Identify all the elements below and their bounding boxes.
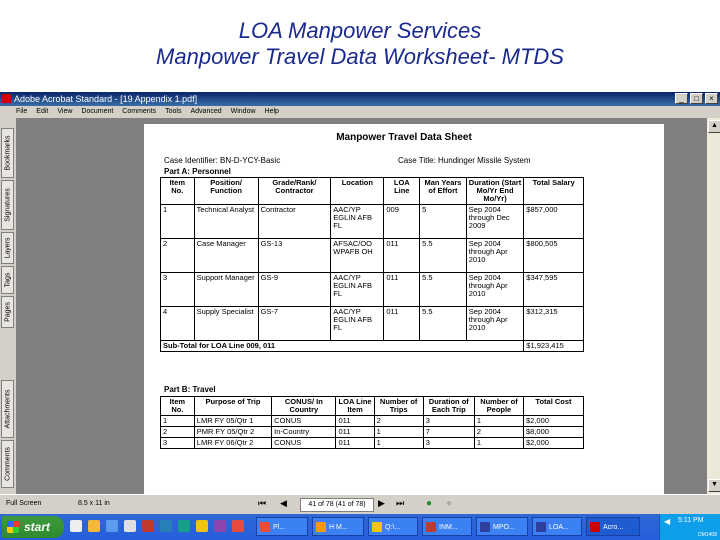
cell: LMR FY 06/Qtr 2 <box>194 438 271 449</box>
cell: LMR FY 05/Qtr 1 <box>194 416 271 427</box>
cell: 2 <box>161 427 195 438</box>
cell: $347,595 <box>524 273 584 307</box>
scroll-down-arrow-icon[interactable]: ▼ <box>708 479 720 492</box>
table-header-row <box>161 397 584 416</box>
cell: 011 <box>336 438 374 449</box>
column-header: LOA Line <box>384 178 420 205</box>
cell: In-Country <box>272 427 336 438</box>
document-area[interactable] <box>17 118 706 494</box>
cell: $800,505 <box>524 239 584 273</box>
start-button[interactable] <box>2 516 64 538</box>
cell: Support Manager <box>194 273 258 307</box>
case-identifier: Case Identifier: BN-D-YCY-Basic <box>164 156 281 165</box>
cell: AAC/YP EGLIN AFB FL <box>331 205 384 239</box>
taskbar-item[interactable]: Q:\... <box>368 517 418 536</box>
case-title: Case Title: Hundinger Missile System <box>398 156 531 165</box>
column-header: Grade/Rank/ Contractor <box>258 178 331 205</box>
menu-window[interactable]: Window <box>230 108 256 115</box>
quicklaunch-icon[interactable] <box>88 520 100 532</box>
tab-attachments[interactable]: Attachments <box>1 380 14 438</box>
cell: 4 <box>161 307 195 341</box>
cell: GS-9 <box>258 273 331 307</box>
system-tray <box>659 514 720 540</box>
cell: 009 <box>384 205 420 239</box>
tray-icon[interactable]: ◀ <box>664 517 671 526</box>
tab-comments[interactable]: Comments <box>1 440 14 488</box>
status-bar <box>0 494 720 515</box>
column-header: Location <box>331 178 384 205</box>
taskbar-item[interactable]: INM... <box>422 517 472 536</box>
task-icon <box>260 522 270 532</box>
column-header: Item No. <box>161 397 195 416</box>
cell: 2 <box>374 416 423 427</box>
cell: 7 <box>423 427 474 438</box>
window-title: Adobe Acrobat Standard - [19 Appendix 1.pdf] <box>14 94 198 104</box>
column-header: Total Salary <box>524 178 584 205</box>
cell: 5.5 <box>420 273 467 307</box>
table-row <box>161 427 584 438</box>
cell: $8,000 <box>523 427 583 438</box>
cell: GS-7 <box>258 307 331 341</box>
corner-label: DM1408 <box>698 532 717 538</box>
quicklaunch-icon[interactable] <box>214 520 226 532</box>
table-row <box>161 416 584 427</box>
column-header: Position/ Function <box>194 178 258 205</box>
pdf-page <box>144 124 664 494</box>
cell: AAC/YP EGLIN AFB FL <box>331 273 384 307</box>
cell: 011 <box>384 307 420 341</box>
cell: 011 <box>336 427 374 438</box>
cell: 3 <box>161 273 195 307</box>
column-header: Number of Trips <box>374 397 423 416</box>
cell: 3 <box>423 438 474 449</box>
clock: 5:11 PM <box>678 517 704 524</box>
acrobat-icon <box>590 522 600 532</box>
minimize-button[interactable]: _ <box>675 93 688 104</box>
taskbar-item[interactable]: LOA... <box>532 517 582 536</box>
cell: 1 <box>474 416 523 427</box>
column-header: Duration of Each Trip <box>423 397 474 416</box>
windows-taskbar <box>0 514 720 540</box>
maximize-button[interactable]: □ <box>690 93 703 104</box>
column-header: CONUS/ In Country <box>272 397 336 416</box>
cell: 5.5 <box>420 307 467 341</box>
quicklaunch-icon[interactable] <box>160 520 172 532</box>
word-icon <box>536 522 546 532</box>
part-b-heading: Part B: Travel <box>164 385 216 394</box>
quicklaunch-icon[interactable] <box>70 520 82 532</box>
tab-signatures[interactable]: Signatures <box>1 180 14 230</box>
cell: 1 <box>374 427 423 438</box>
cell: 2 <box>161 239 195 273</box>
cell: CONUS <box>272 416 336 427</box>
cell: Sep 2004 through Apr 2010 <box>466 273 523 307</box>
cell: CONUS <box>272 438 336 449</box>
slide-title <box>0 0 720 92</box>
last-page-icon[interactable]: ⏭ <box>396 498 405 508</box>
personnel-table <box>160 177 584 352</box>
table-row <box>161 438 584 449</box>
sheet-title: Manpower Travel Data Sheet <box>336 132 472 143</box>
cell: AAC/YP EGLIN AFB FL <box>331 307 384 341</box>
tab-tags[interactable]: Tags <box>1 266 14 294</box>
navigation-pane-tabs <box>0 118 17 494</box>
quicklaunch-icon[interactable] <box>106 520 118 532</box>
cell: 1 <box>474 438 523 449</box>
quicklaunch-icon[interactable] <box>178 520 190 532</box>
tab-layers[interactable]: Layers <box>1 232 14 264</box>
cell: 011 <box>384 239 420 273</box>
window-titlebar[interactable] <box>0 92 720 106</box>
folder-icon <box>372 522 382 532</box>
cell: 2 <box>474 427 523 438</box>
table-row <box>161 273 584 307</box>
column-header: Man Years of Effort <box>420 178 467 205</box>
subtotal-row <box>161 341 584 352</box>
task-icon <box>426 522 436 532</box>
column-header: Total Cost <box>523 397 583 416</box>
menu-view[interactable]: View <box>57 108 73 115</box>
taskbar-item[interactable]: Pl... <box>256 517 308 536</box>
slide-title-line1: LOA Manpower Services <box>238 18 482 43</box>
column-header: Item No. <box>161 178 195 205</box>
cell: 1 <box>374 438 423 449</box>
quicklaunch-icon[interactable] <box>142 520 154 532</box>
cell: 011 <box>384 273 420 307</box>
scroll-up-arrow-icon[interactable]: ▲ <box>708 120 720 133</box>
next-page-icon[interactable]: ▶ <box>378 498 385 508</box>
task-icon <box>316 522 326 532</box>
tab-bookmarks[interactable]: Bookmarks <box>1 128 14 178</box>
cell: AFSAC/OO WPAFB OH <box>331 239 384 273</box>
cell: $857,000 <box>524 205 584 239</box>
acrobat-window <box>0 92 720 540</box>
column-header: LOA Line Item <box>336 397 374 416</box>
subtotal-label: Sub-Total for LOA Line 009, 011 <box>161 341 524 352</box>
start-label: start <box>24 520 51 534</box>
cell: Sep 2004 through Apr 2010 <box>466 239 523 273</box>
table-row <box>161 205 584 239</box>
cell: 5.5 <box>420 239 467 273</box>
menu-file[interactable]: File <box>16 108 28 115</box>
prev-page-icon[interactable]: ◀ <box>280 498 287 508</box>
travel-table <box>160 396 584 449</box>
subtotal-value: $1,923,415 <box>524 341 584 352</box>
cell: $2,000 <box>523 416 583 427</box>
quicklaunch-icon[interactable] <box>124 520 136 532</box>
menu-document[interactable]: Document <box>81 108 114 115</box>
menu-bar <box>0 106 720 117</box>
menu-help[interactable]: Help <box>264 108 279 115</box>
go-forward-icon[interactable]: ● <box>446 498 453 509</box>
taskbar-item-active[interactable]: Acro... <box>586 517 640 536</box>
close-button[interactable]: × <box>705 93 718 104</box>
full-screen-button[interactable]: Full Screen <box>6 500 42 507</box>
cell: GS-13 <box>258 239 331 273</box>
menu-comments[interactable]: Comments <box>122 108 157 115</box>
quicklaunch-icon[interactable] <box>196 520 208 532</box>
taskbar-item[interactable]: MPO... <box>476 517 528 536</box>
column-header: Purpose of Trip <box>194 397 271 416</box>
quicklaunch-icon[interactable] <box>232 520 244 532</box>
acrobat-icon <box>2 94 11 103</box>
table-row <box>161 307 584 341</box>
vertical-scrollbar[interactable] <box>706 118 720 494</box>
cell: 5 <box>420 205 467 239</box>
cell: Sep 2004 through Dec 2009 <box>466 205 523 239</box>
menu-tools[interactable]: Tools <box>165 108 182 115</box>
page-size-label: 8.5 x 11 in <box>78 500 110 507</box>
tab-pages[interactable]: Pages <box>1 296 14 328</box>
table-header-row <box>161 178 584 205</box>
cell: 3 <box>423 416 474 427</box>
menu-advanced[interactable]: Advanced <box>190 108 222 115</box>
part-a-heading: Part A: Personnel <box>164 167 231 176</box>
table-row <box>161 239 584 273</box>
cell: Sep 2004 through Apr 2010 <box>466 307 523 341</box>
cell: PMR FY 05/Qtr 2 <box>194 427 271 438</box>
slide-title-line2: Manpower Travel Data Worksheet- MTDS <box>156 44 564 69</box>
menu-edit[interactable]: Edit <box>36 108 49 115</box>
cell: Case Manager <box>194 239 258 273</box>
cell: 1 <box>161 416 195 427</box>
go-back-icon[interactable]: ● <box>426 498 433 509</box>
page-number-field[interactable]: 41 of 78 (41 of 78) <box>300 498 374 512</box>
cell: 3 <box>161 438 195 449</box>
first-page-icon[interactable]: ⏮ <box>258 498 267 508</box>
cell: Supply Specialist <box>194 307 258 341</box>
column-header: Number of People <box>474 397 523 416</box>
cell: $2,000 <box>523 438 583 449</box>
cell: 011 <box>336 416 374 427</box>
cell: 1 <box>161 205 195 239</box>
cell: Technical Analyst <box>194 205 258 239</box>
windows-flag-icon <box>7 521 19 533</box>
column-header: Duration (Start Mo/Yr End Mo/Yr) <box>466 178 523 205</box>
cell: $312,315 <box>524 307 584 341</box>
cell: Contractor <box>258 205 331 239</box>
taskbar-item[interactable]: H M... <box>312 517 364 536</box>
word-icon <box>480 522 490 532</box>
